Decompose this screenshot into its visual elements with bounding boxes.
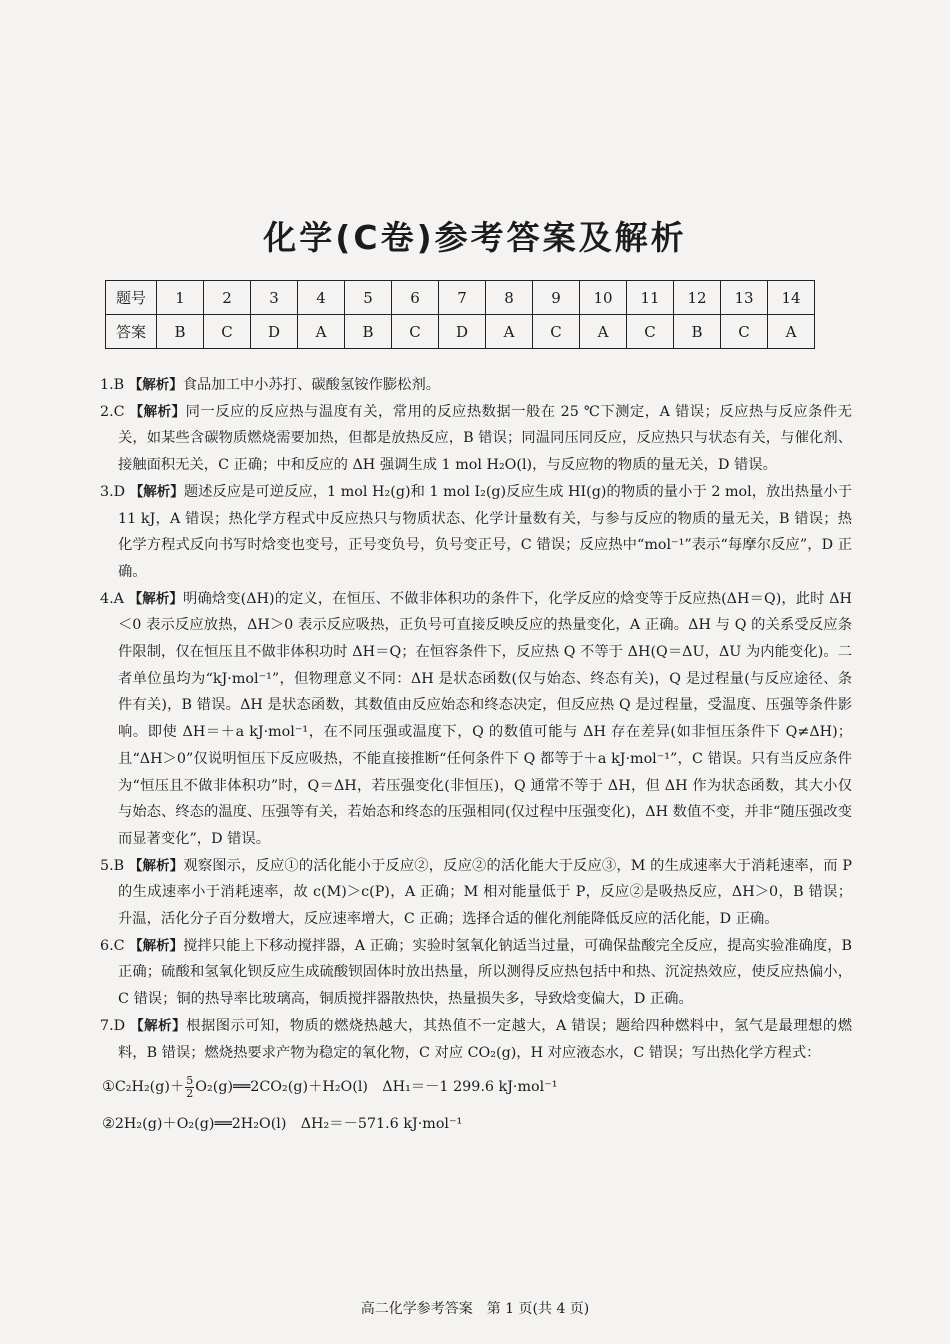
question-number: 6 — [392, 281, 439, 315]
item-text: 题述反应是可逆反应，1 mol H₂(g)和 1 mol I₂(g)反应生成 HI(g)的物质的量小于 2 mol，放出热量小于 11 kJ，A 错误；热化学方程式中反应热只与物质状态、化学计量数有关，与参与反应的物质的量无关，B 错误；热化学方程式反向书写时焓变也变号，正号变负号，负号变正号，C 错误；反应热中“mol⁻¹”表示“每摩尔反应”，D 正确。 — [118, 483, 853, 580]
answer-cell: C — [721, 315, 768, 349]
answer-cell: A — [298, 315, 345, 349]
question-number: 12 — [674, 281, 721, 315]
item-head: 1.B — [100, 377, 125, 393]
answer-cell: C — [392, 315, 439, 349]
item-head: 3.D — [100, 483, 126, 500]
explanation-item — [100, 586, 852, 853]
item-text: 观察图示，反应①的活化能小于反应②，反应②的活化能大于反应③，M 的生成速率大于消耗速率，而 P 的生成速率小于消耗速率，故 c(M)＞c(P)，A 正确；M 相对能量低于 P，反应②是吸热反应，ΔH＞0，B 错误；升温，活化分子百分数增大，反应速率增大，C 正确；选择合适的催化剂能降低反应的活化能，D 正确。 — [118, 857, 853, 928]
analysis-tag: 【解析】 — [129, 483, 184, 500]
explanation-item — [100, 1013, 852, 1066]
explanation-item — [100, 933, 852, 1013]
item-head: 5.B — [100, 857, 125, 874]
question-number: 10 — [580, 281, 627, 315]
answer-cell: C — [204, 315, 251, 349]
answer-cell: C — [533, 315, 580, 349]
item-head: 4.A — [100, 590, 124, 607]
explanation-item — [100, 853, 852, 933]
question-number-row — [106, 281, 815, 315]
item-head: 7.D — [100, 1017, 126, 1034]
analysis-tag: 【解析】 — [129, 937, 184, 954]
answer-cell: B — [345, 315, 392, 349]
equation-1-right: O₂(g)══2CO₂(g)＋H₂O(l) ΔH₁＝－1 299.6 kJ·mol⁻¹ — [195, 1079, 558, 1096]
equation-1-left: ①C₂H₂(g)＋ — [102, 1079, 185, 1096]
item-head: 2.C — [100, 403, 125, 420]
answer-table — [105, 280, 815, 349]
answer-cell: A — [768, 315, 815, 349]
item-text: 食品加工中小苏打、碳酸氢铵作膨松剂。 — [182, 377, 441, 393]
fraction-numerator: 5 — [186, 1073, 194, 1087]
question-number: 5 — [345, 281, 392, 315]
row-label-answer: 答案 — [106, 315, 157, 349]
explanation-item — [100, 479, 852, 586]
answer-cell: B — [157, 315, 204, 349]
equation-1 — [100, 1074, 852, 1101]
answer-row — [106, 315, 815, 349]
equation-2: ②2H₂(g)＋O₂(g)══2H₂O(l) ΔH₂＝－571.6 kJ·mol⁻¹ — [102, 1115, 463, 1132]
explanation-body — [100, 372, 852, 1138]
question-number: 9 — [533, 281, 580, 315]
question-number: 13 — [721, 281, 768, 315]
question-number: 8 — [486, 281, 533, 315]
fraction — [185, 1075, 194, 1100]
analysis-tag: 【解析】 — [128, 857, 184, 874]
analysis-tag: 【解析】 — [129, 403, 186, 420]
answer-cell: C — [627, 315, 674, 349]
answer-cell: D — [439, 315, 486, 349]
question-number: 7 — [439, 281, 486, 315]
item-text: 同一反应的反应热与温度有关，常用的反应热数据一般在 25 ℃下测定，A 错误；反应热与反应条件无关，如某些含碳物质燃烧需要加热，但都是放热反应，B 错误；同温同压同反应，反应热只与状态有关，与催化剂、接触面积无关，C 正确；中和反应的 ΔH 强调生成 1 mol H₂O(l)，与反应物的物质的量无关，D 错误。 — [118, 403, 853, 474]
analysis-tag: 【解析】 — [130, 1017, 187, 1034]
page-title: 化学(C卷)参考答案及解析 — [263, 218, 687, 257]
question-number: 1 — [157, 281, 204, 315]
analysis-tag: 【解析】 — [128, 377, 183, 393]
page-footer: 高二化学参考答案 第 1 页(共 4 页) — [360, 1301, 590, 1317]
item-text: 搅拌只能上下移动搅拌器，A 正确；实验时氢氧化钠适当过量，可确保盐酸完全反应，提高实验准确度，B 正确；硫酸和氢氧化钡反应生成硫酸钡固体时放出热量，所以测得反应热包括中和热、沉淀热效应，使反应热偏小，C 错误；铜的热导率比玻璃高，铜质搅拌器散热快，热量损失多，导致焓变偏大，D 正确。 — [118, 937, 853, 1008]
explanation-item — [100, 372, 852, 399]
question-number: 14 — [768, 281, 815, 315]
item-text: 根据图示可知，物质的燃烧热越大，其热值不一定越大，A 错误；题给四种燃料中，氢气是最理想的燃料，B 错误；燃烧热要求产物为稳定的氧化物，C 对应 CO₂(g)，H 对应液态水，C 错误；写出热化学方程式： — [118, 1017, 852, 1061]
question-number: 4 — [298, 281, 345, 315]
item-head: 6.C — [100, 937, 125, 954]
equation-block — [100, 1074, 852, 1137]
question-number: 2 — [204, 281, 251, 315]
answer-cell: B — [674, 315, 721, 349]
explanation-item — [100, 399, 852, 479]
row-label-number: 题号 — [106, 281, 157, 315]
question-number: 11 — [627, 281, 674, 315]
answer-cell: D — [251, 315, 298, 349]
fraction-denominator: 2 — [186, 1086, 194, 1100]
answer-cell: A — [580, 315, 627, 349]
question-number: 3 — [251, 281, 298, 315]
analysis-tag: 【解析】 — [128, 590, 184, 607]
answer-cell: A — [486, 315, 533, 349]
item-text: 明确焓变(ΔH)的定义，在恒压、不做非体积功的条件下，化学反应的焓变等于反应热(ΔH＝Q)，此时 ΔH＜0 表示反应放热，ΔH＞0 表示反应吸热，正负号可直接反映反应的热量变化，A 正确。ΔH 与 Q 的关系受反应条件限制，仅在恒压且不做非体积功时 ΔH＝Q；在恒容条件下，反应热 Q 不等于 ΔH(Q＝ΔU，ΔU 为内能变化)。二者单位虽均为“kJ·mol⁻¹”，但物理意义不同：ΔH 是状态函数(仅与始态、终态有关)，Q 是过程量(与反应途径、条件有关)，B 错误。ΔH 是状态函数，其数值由反应始态和终态决定，但反应热 Q 是过程量，受温度、压强等条件影响。即使 ΔH＝＋a kJ·mol⁻¹，在不同压强或温度下，Q 的数值可能与 ΔH 存在差异(如非恒压条件下 Q≠ΔH)；且“ΔH＞0”仅说明恒压下反应吸热，不能直接推断“任何条件下 Q 都等于＋a kJ·mol⁻¹”，C 错误。只有当反应条件为“恒压且不做非体积功”时，Q＝ΔH，若压强变化(非恒压)，Q 通常不等于 ΔH，但 ΔH 作为状态函数，其大小仅与始态、终态的温度、压强等有关，若始态和终态的压强相同(仅过程中压强变化)，ΔH 数值不变，并非“随压强改变而显著变化”，D 错误。 — [118, 590, 853, 847]
